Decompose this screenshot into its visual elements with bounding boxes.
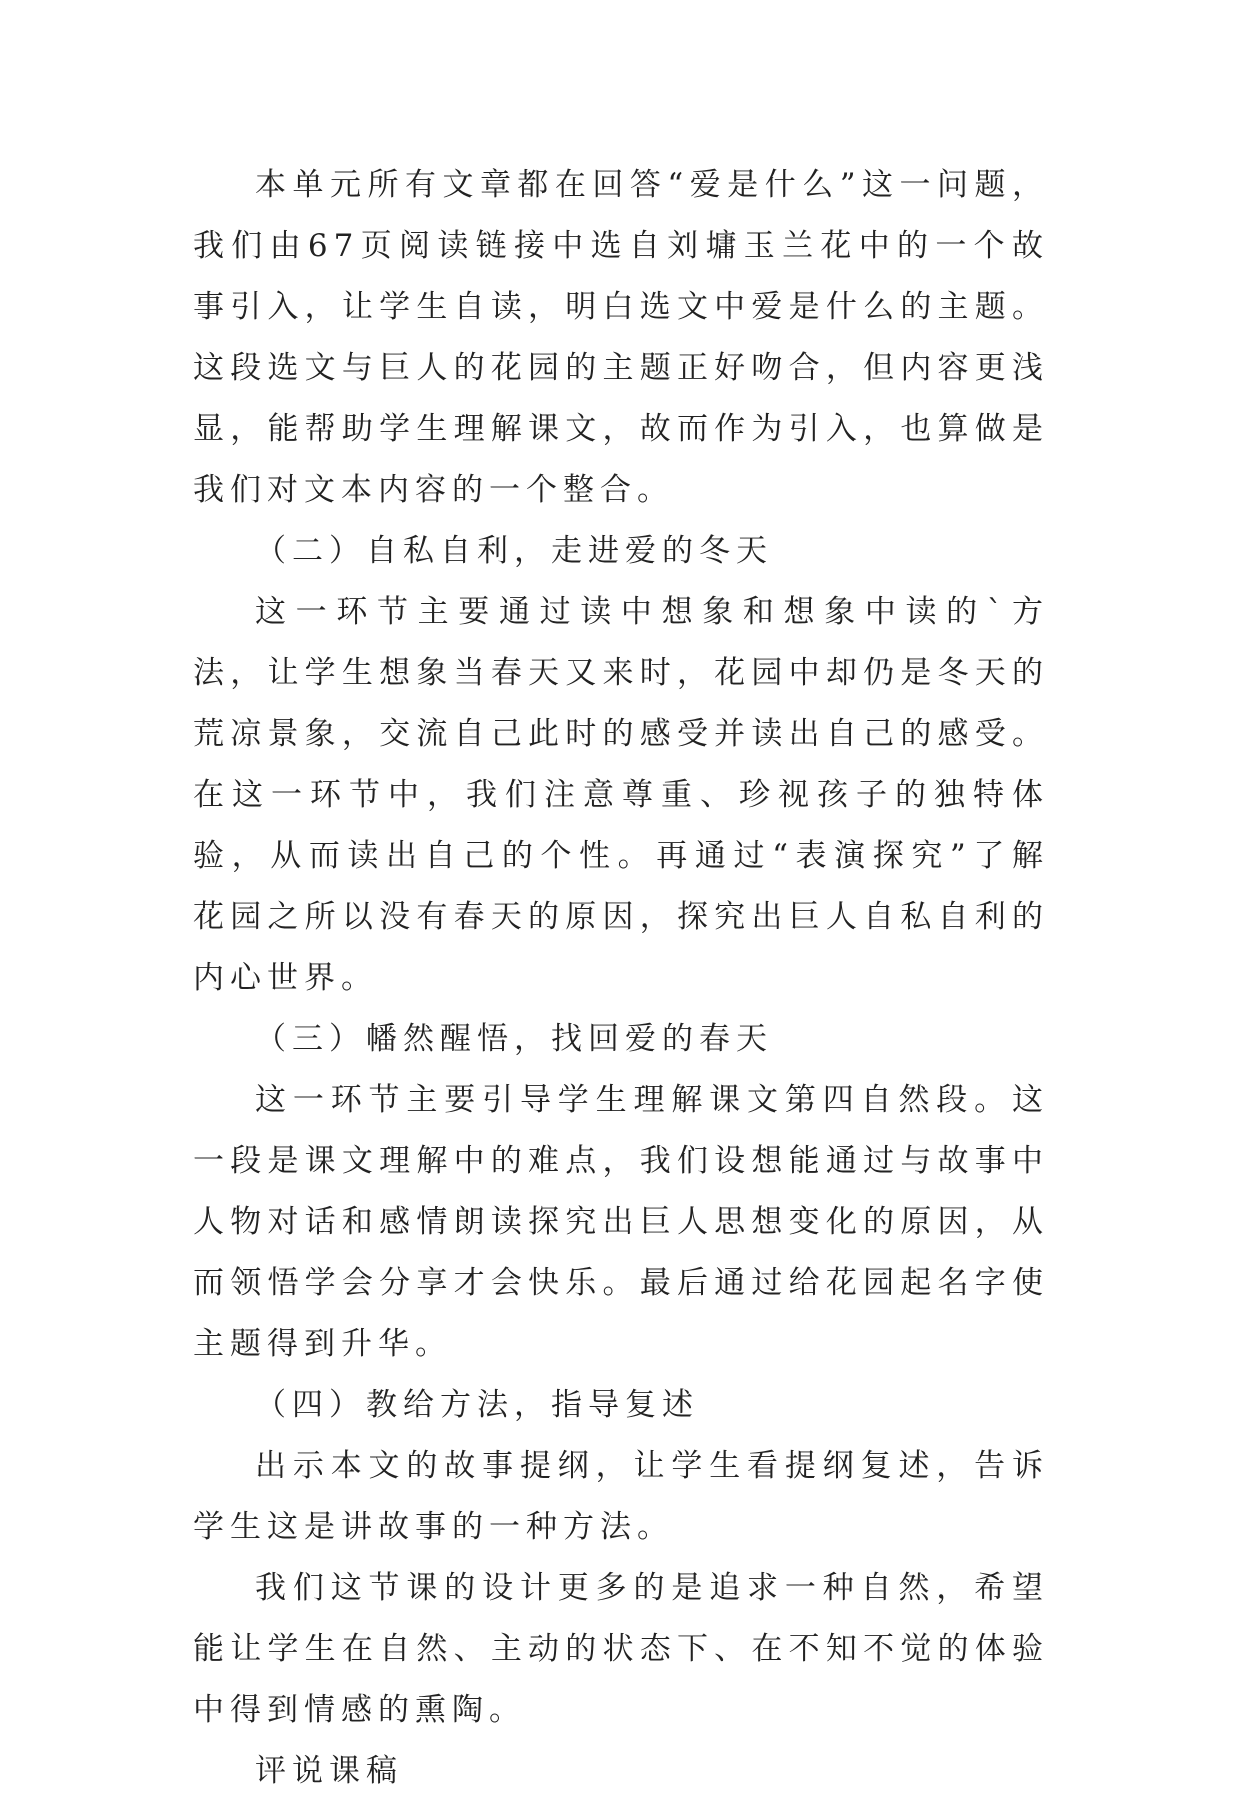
paragraph-footer-title: 评说课稿 — [255, 1753, 403, 1789]
paragraph-section-2: 这一环节主要通过读中想象和想象中读的`方法，让学生想象当春天又来时，花园中却仍是冬天的荒凉景象，交流自己此时的感受并读出自己的感受。在这一环节中，我们注意尊重、珍视孩子的独特体验，从而读出自己的个性。再通过“表演探究”了解花园之所以没有春天的原因，探究出巨人自私自利的内心世界。 — [193, 594, 1049, 996]
section-heading-4: （四）教给方法，指导复述 — [255, 1387, 699, 1423]
paragraph-section-3: 这一环节主要引导学生理解课文第四自然段。这一段是课文理解中的难点，我们设想能通过与故事中人物对话和感情朗读探究出巨人思想变化的原因，从而领悟学会分享才会快乐。最后通过给花园起名字使主题得到升华。 — [193, 1082, 1049, 1362]
section-heading-2: （二）自私自利，走进爱的冬天 — [255, 533, 773, 569]
paragraph-summary: 我们这节课的设计更多的是追求一种自然，希望能让学生在自然、主动的状态下、在不知不觉的体验中得到情感的熏陶。 — [193, 1570, 1049, 1728]
section-heading-3: （三）幡然醒悟，找回爱的春天 — [255, 1021, 773, 1057]
paragraph-section-4: 出示本文的故事提纲，让学生看提纲复述，告诉学生这是讲故事的一种方法。 — [193, 1448, 1049, 1545]
document-page — [193, 155, 1049, 1802]
paragraph-intro: 本单元所有文章都在回答“爱是什么”这一问题，我们由67页阅读链接中选自刘墉玉兰花中的一个故事引入，让学生自读，明白选文中爱是什么的主题。这段选文与巨人的花园的主题正好吻合，但内容更浅显，能帮助学生理解课文，故而作为引入，也算做是我们对文本内容的一个整合。 — [193, 167, 1049, 508]
